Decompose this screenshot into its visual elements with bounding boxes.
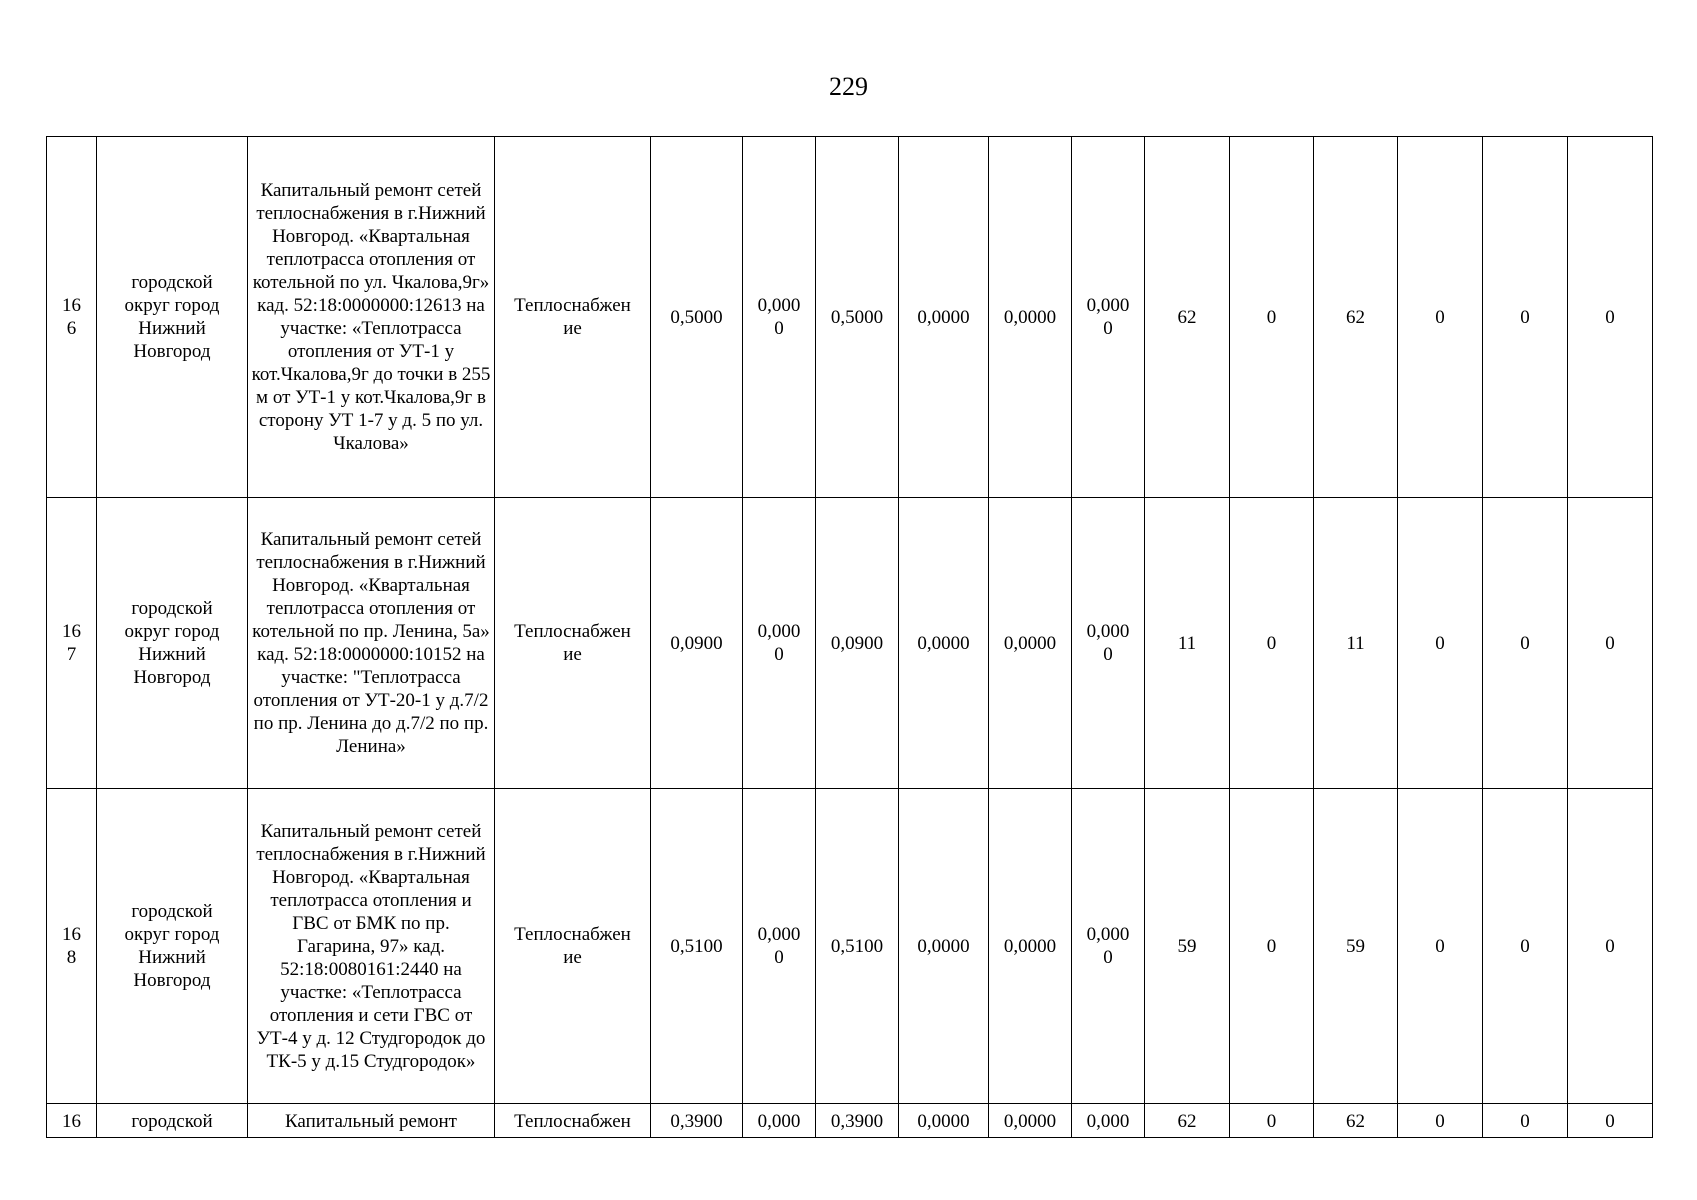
cell-value-6: 0,000 0 — [1072, 789, 1145, 1104]
cell-count-3: 62 — [1314, 1104, 1398, 1138]
cell-value-2: 0,000 0 — [743, 498, 816, 789]
cell-value-1: 0,3900 — [651, 1104, 743, 1138]
cell-category: Теплоснабжен ие — [495, 498, 651, 789]
cell-count-1: 62 — [1145, 1104, 1230, 1138]
cell-value-1: 0,5000 — [651, 137, 743, 498]
cell-row-number: 16 — [47, 1104, 97, 1138]
cell-value-5: 0,0000 — [989, 789, 1072, 1104]
cell-value-4: 0,0000 — [899, 498, 989, 789]
table-row — [47, 137, 1653, 498]
cell-value-5: 0,0000 — [989, 137, 1072, 498]
cell-count-1: 62 — [1145, 137, 1230, 498]
cell-value-6: 0,000 0 — [1072, 137, 1145, 498]
cell-count-3: 62 — [1314, 137, 1398, 498]
cell-count-6: 0 — [1568, 789, 1653, 1104]
cell-description: Капитальный ремонт сетей теплоснабжения в г.Нижний Новгород. «Квартальная теплотрасса отопления и ГВС от БМК по пр. Гагарина, 97» кад. 52:18:0080161:2440 на участке: «Теплотрасса отопления и сети ГВС от УТ-4 у д. 12 Студгородок до ТК-5 у д.15 Студгородок» — [248, 789, 495, 1104]
table-row — [47, 1104, 1653, 1138]
cell-description: Капитальный ремонт сетей теплоснабжения в г.Нижний Новгород. «Квартальная теплотрасса отопления от котельной по пр. Ленина, 5а» кад. 52:18:0000000:10152 на участке: "Теплотрасса отопления от УТ-20-1 у д.7/2 по пр. Ленина до д.7/2 по пр. Ленина» — [248, 498, 495, 789]
cell-count-5: 0 — [1483, 1104, 1568, 1138]
cell-count-2: 0 — [1230, 789, 1314, 1104]
table-body — [47, 137, 1653, 1138]
cell-value-3: 0,5000 — [816, 137, 899, 498]
cell-value-4: 0,0000 — [899, 1104, 989, 1138]
cell-count-3: 11 — [1314, 498, 1398, 789]
cell-municipality: городской округ город Нижний Новгород — [97, 789, 248, 1104]
cell-value-2: 0,000 — [743, 1104, 816, 1138]
cell-municipality: городской округ город Нижний Новгород — [97, 137, 248, 498]
works-table — [46, 136, 1653, 1138]
cell-value-3: 0,3900 — [816, 1104, 899, 1138]
cell-value-1: 0,0900 — [651, 498, 743, 789]
cell-value-4: 0,0000 — [899, 137, 989, 498]
cell-row-number: 16 8 — [47, 789, 97, 1104]
cell-value-6: 0,000 0 — [1072, 498, 1145, 789]
cell-municipality: городской округ город Нижний Новгород — [97, 498, 248, 789]
cell-value-1: 0,5100 — [651, 789, 743, 1104]
cell-count-4: 0 — [1398, 137, 1483, 498]
page-number: 229 — [829, 72, 868, 101]
cell-count-2: 0 — [1230, 498, 1314, 789]
cell-value-6: 0,000 — [1072, 1104, 1145, 1138]
cell-count-5: 0 — [1483, 789, 1568, 1104]
cell-value-2: 0,000 0 — [743, 789, 816, 1104]
cell-description: Капитальный ремонт — [248, 1104, 495, 1138]
cell-value-2: 0,000 0 — [743, 137, 816, 498]
cell-description: Капитальный ремонт сетей теплоснабжения в г.Нижний Новгород. «Квартальная теплотрасса отопления от котельной по ул. Чкалова,9г» кад. 52:18:0000000:12613 на участке: «Теплотрасса отопления от УТ-1 у кот.Чкалова,9г до точки в 255 м от УТ-1 у кот.Чкалова,9г в сторону УТ 1-7 у д. 5 по ул. Чкалова» — [248, 137, 495, 498]
cell-count-2: 0 — [1230, 1104, 1314, 1138]
cell-category: Теплоснабжен ие — [495, 137, 651, 498]
cell-count-3: 59 — [1314, 789, 1398, 1104]
cell-category: Теплоснабжен ие — [495, 789, 651, 1104]
cell-count-1: 11 — [1145, 498, 1230, 789]
table-row — [47, 789, 1653, 1104]
cell-count-5: 0 — [1483, 498, 1568, 789]
cell-count-4: 0 — [1398, 789, 1483, 1104]
cell-municipality: городской — [97, 1104, 248, 1138]
cell-count-1: 59 — [1145, 789, 1230, 1104]
cell-count-6: 0 — [1568, 1104, 1653, 1138]
cell-count-6: 0 — [1568, 498, 1653, 789]
cell-count-6: 0 — [1568, 137, 1653, 498]
cell-count-4: 0 — [1398, 498, 1483, 789]
cell-value-4: 0,0000 — [899, 789, 989, 1104]
cell-count-2: 0 — [1230, 137, 1314, 498]
cell-count-4: 0 — [1398, 1104, 1483, 1138]
cell-value-3: 0,5100 — [816, 789, 899, 1104]
cell-value-5: 0,0000 — [989, 1104, 1072, 1138]
cell-value-5: 0,0000 — [989, 498, 1072, 789]
cell-row-number: 16 7 — [47, 498, 97, 789]
table-row — [47, 498, 1653, 789]
cell-row-number: 16 6 — [47, 137, 97, 498]
cell-count-5: 0 — [1483, 137, 1568, 498]
cell-category: Теплоснабжен — [495, 1104, 651, 1138]
cell-value-3: 0,0900 — [816, 498, 899, 789]
